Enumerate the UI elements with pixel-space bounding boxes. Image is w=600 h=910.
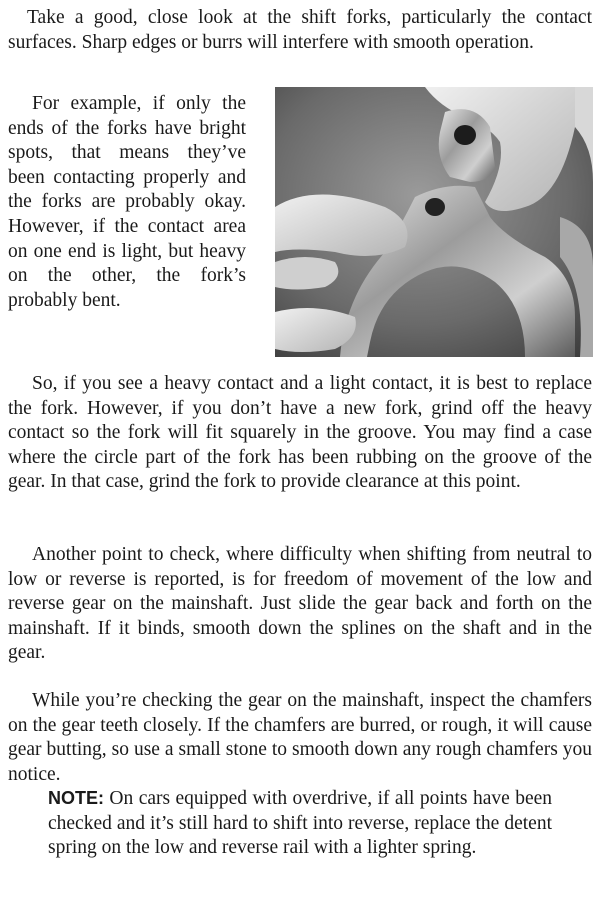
paragraph-freedom-of-movement: Another point to check, where difficulty when shifting from neutral to low or reverse is reported, is for freedom of movement of the low and reverse gear on the mainshaft. Just slide the gear back and forth on the mainshaft. If it binds, smooth down the splines on the shaft and in the gear. (8, 544, 592, 664)
paragraph-bright-spots: For example, if only the ends of the forks have bright spots, that means they’ve been contacting properly and the forks are probably okay. However, if the contact area on one end is light, but heavy on the other, the fork’s probably bent. (8, 93, 246, 311)
note-label: NOTE: (48, 788, 104, 808)
paragraph-shift-forks: Take a good, close look at the shift forks, particularly the contact surfaces. Sharp edges or burrs will interfere with smooth operation. (8, 7, 592, 53)
shift-fork-illustration (275, 87, 593, 357)
note-text: On cars equipped with overdrive, if all points have been checked and it’s still hard to shift into reverse, replace the detent spring on the low and reverse rail with a lighter spring. (48, 788, 552, 859)
paragraph-chamfers: While you’re checking the gear on the mainshaft, inspect the chamfers on the gear teeth closely. If the chamfers are burred, or rough, it will cause gear butting, so use a small stone to smooth down any rough chamfers you notice. (8, 690, 592, 785)
paragraph-heavy-contact: So, if you see a heavy contact and a light contact, it is best to replace the fork. However, if you don’t have a new fork, grind off the heavy contact so the fork will fit squarely in the groove. You may find a case where the circle part of the fork has been rubbing on the groove of the gear. In that case, grind the fork to provide clearance at this point. (8, 373, 592, 493)
shift-fork-photo (275, 87, 593, 357)
note-overdrive (48, 786, 552, 861)
